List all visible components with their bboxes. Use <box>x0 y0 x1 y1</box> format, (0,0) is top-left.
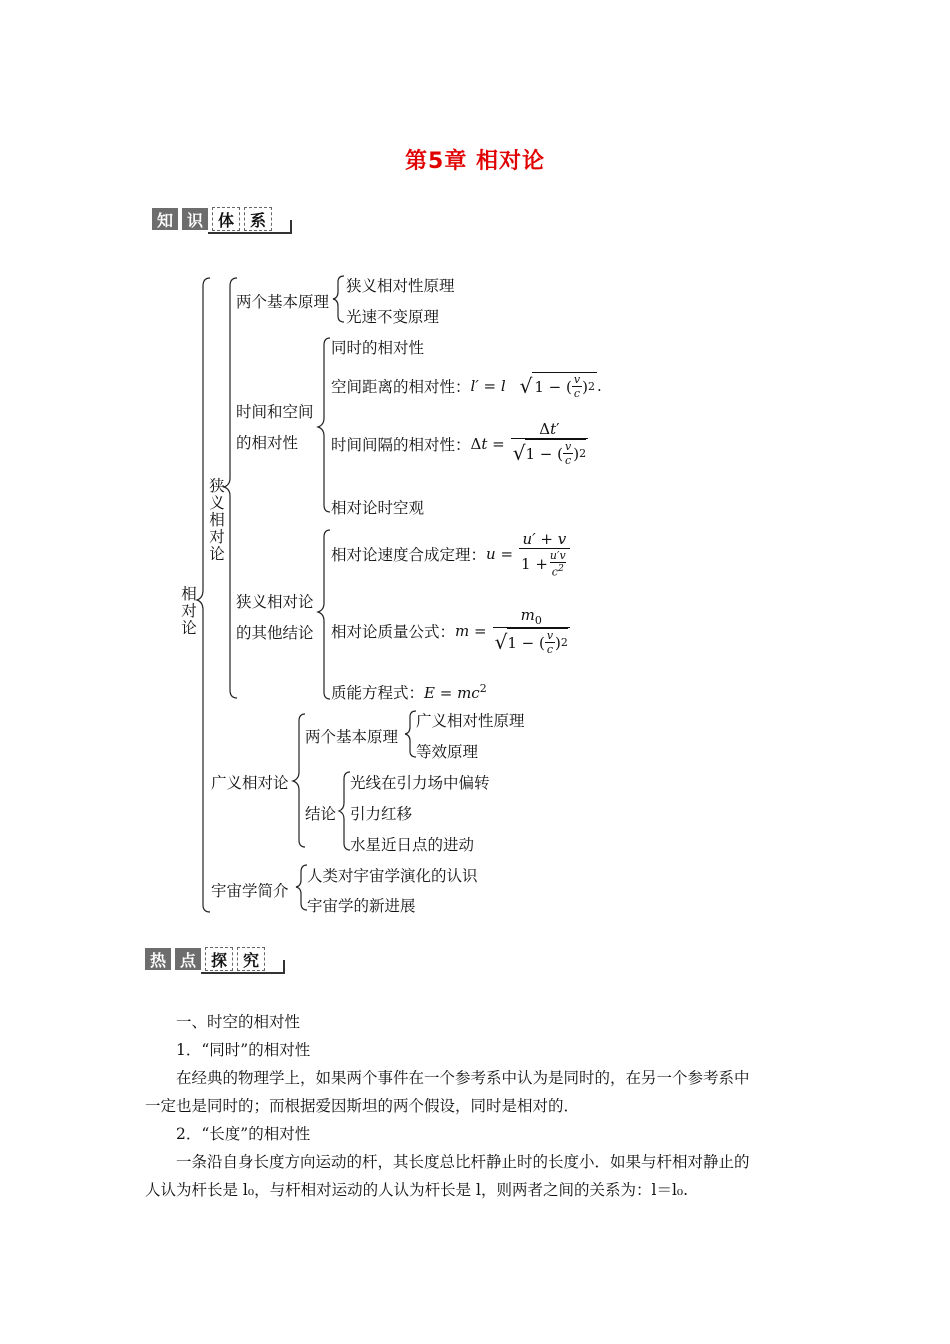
special-relativity-label: 狭义相对论 <box>209 477 225 563</box>
formula: l′ = l <box>470 377 506 395</box>
banner-char: 热 <box>145 948 171 970</box>
formula: $m_0$ √ 1 − ( $\frac{v}{c}$ ) 2 <box>494 606 568 656</box>
principle-item: 狭义相对性原理 <box>346 277 455 295</box>
general-principle-item: 广义相对性原理 <box>416 712 525 730</box>
banner-char: 知 <box>152 208 178 230</box>
formula: Δt′ √ 1 − ( $\frac{v}{c}$ ) 2 <box>512 420 587 467</box>
other-conclusions-label: 的其他结论 <box>236 624 314 642</box>
paragraph-line: 在经典的物理学上，如果两个事件在一个参考系中认为是同时的，在另一个参考系中 <box>176 1069 750 1087</box>
principles-label: 两个基本原理 <box>236 293 330 311</box>
spacetime-view-item: 相对论时空观 <box>331 499 425 517</box>
time-label: 时间间隔的相对性： <box>331 435 471 454</box>
subsection-heading: 1．“同时”的相对性 <box>176 1041 311 1059</box>
conclusion-item: 光线在引力场中偏转 <box>350 774 490 792</box>
banner-char: 系 <box>244 207 272 231</box>
formula: u = <box>486 545 514 564</box>
spacetime-label: 时间和空间 <box>236 403 314 421</box>
formula: √ 1 − ( $\frac{v}{c}$ ) 2 . <box>519 373 602 400</box>
page-title: 第5章 相对论 <box>405 149 545 174</box>
velocity-addition-item <box>331 530 570 579</box>
formula: Δt = <box>470 434 505 453</box>
paragraph-line: 一定也是同时的；而根据爱因斯坦的两个假设，同时是相对的． <box>145 1097 580 1115</box>
general-relativity-label: 广义相对论 <box>211 774 289 792</box>
mass-energy-item <box>331 681 487 703</box>
formula: m = <box>455 622 487 640</box>
simultaneity-item: 同时的相对性 <box>331 339 425 357</box>
general-principle-item: 等效原理 <box>416 743 479 761</box>
length-label: 空间距离的相对性： <box>331 378 471 396</box>
cosmology-item: 人类对宇宙学演化的认识 <box>307 867 478 885</box>
mass-label: 相对论质量公式： <box>331 623 456 641</box>
section-heading: 一、时空的相对性 <box>176 1013 301 1031</box>
cosmology-item: 宇宙学的新进展 <box>307 897 416 915</box>
energy-label: 质能方程式： <box>331 684 425 702</box>
tree-root-label: 相对论 <box>181 585 197 637</box>
banner-char: 识 <box>182 208 208 230</box>
formula: $E = mc^2$ <box>424 682 487 702</box>
cosmology-label: 宇宙学简介 <box>211 882 289 900</box>
other-conclusions-label: 狭义相对论 <box>236 593 314 611</box>
banner-char: 点 <box>175 948 201 970</box>
subsection-heading: 2．“长度”的相对性 <box>176 1125 311 1143</box>
section-banner-hotspots <box>145 946 279 972</box>
mass-formula-item <box>331 606 570 656</box>
velocity-label: 相对论速度合成定理： <box>331 546 487 565</box>
principle-item: 光速不变原理 <box>346 308 440 326</box>
banner-char: 探 <box>205 947 233 971</box>
length-contraction-item <box>331 372 602 400</box>
banner-char: 究 <box>237 947 265 971</box>
time-dilation-item <box>331 420 588 467</box>
banner-char: 体 <box>212 207 240 231</box>
conclusion-item: 水星近日点的进动 <box>350 836 475 854</box>
spacetime-label: 的相对性 <box>236 434 299 452</box>
conclusions-label: 结论 <box>305 805 337 823</box>
general-principles-label: 两个基本原理 <box>305 728 399 746</box>
paragraph-line: 人认为杆长是 l₀，与杆相对运动的人认为杆长是 l，则两者之间的关系为：l＝l₀. <box>145 1181 689 1199</box>
paragraph-line: 一条沿自身长度方向运动的杆，其长度总比杆静止时的长度小．如果与杆相对静止的 <box>176 1153 750 1171</box>
conclusion-item: 引力红移 <box>350 805 413 823</box>
formula: u′ + v 1 + $\frac{u'v}{c^2}$ <box>519 530 570 579</box>
